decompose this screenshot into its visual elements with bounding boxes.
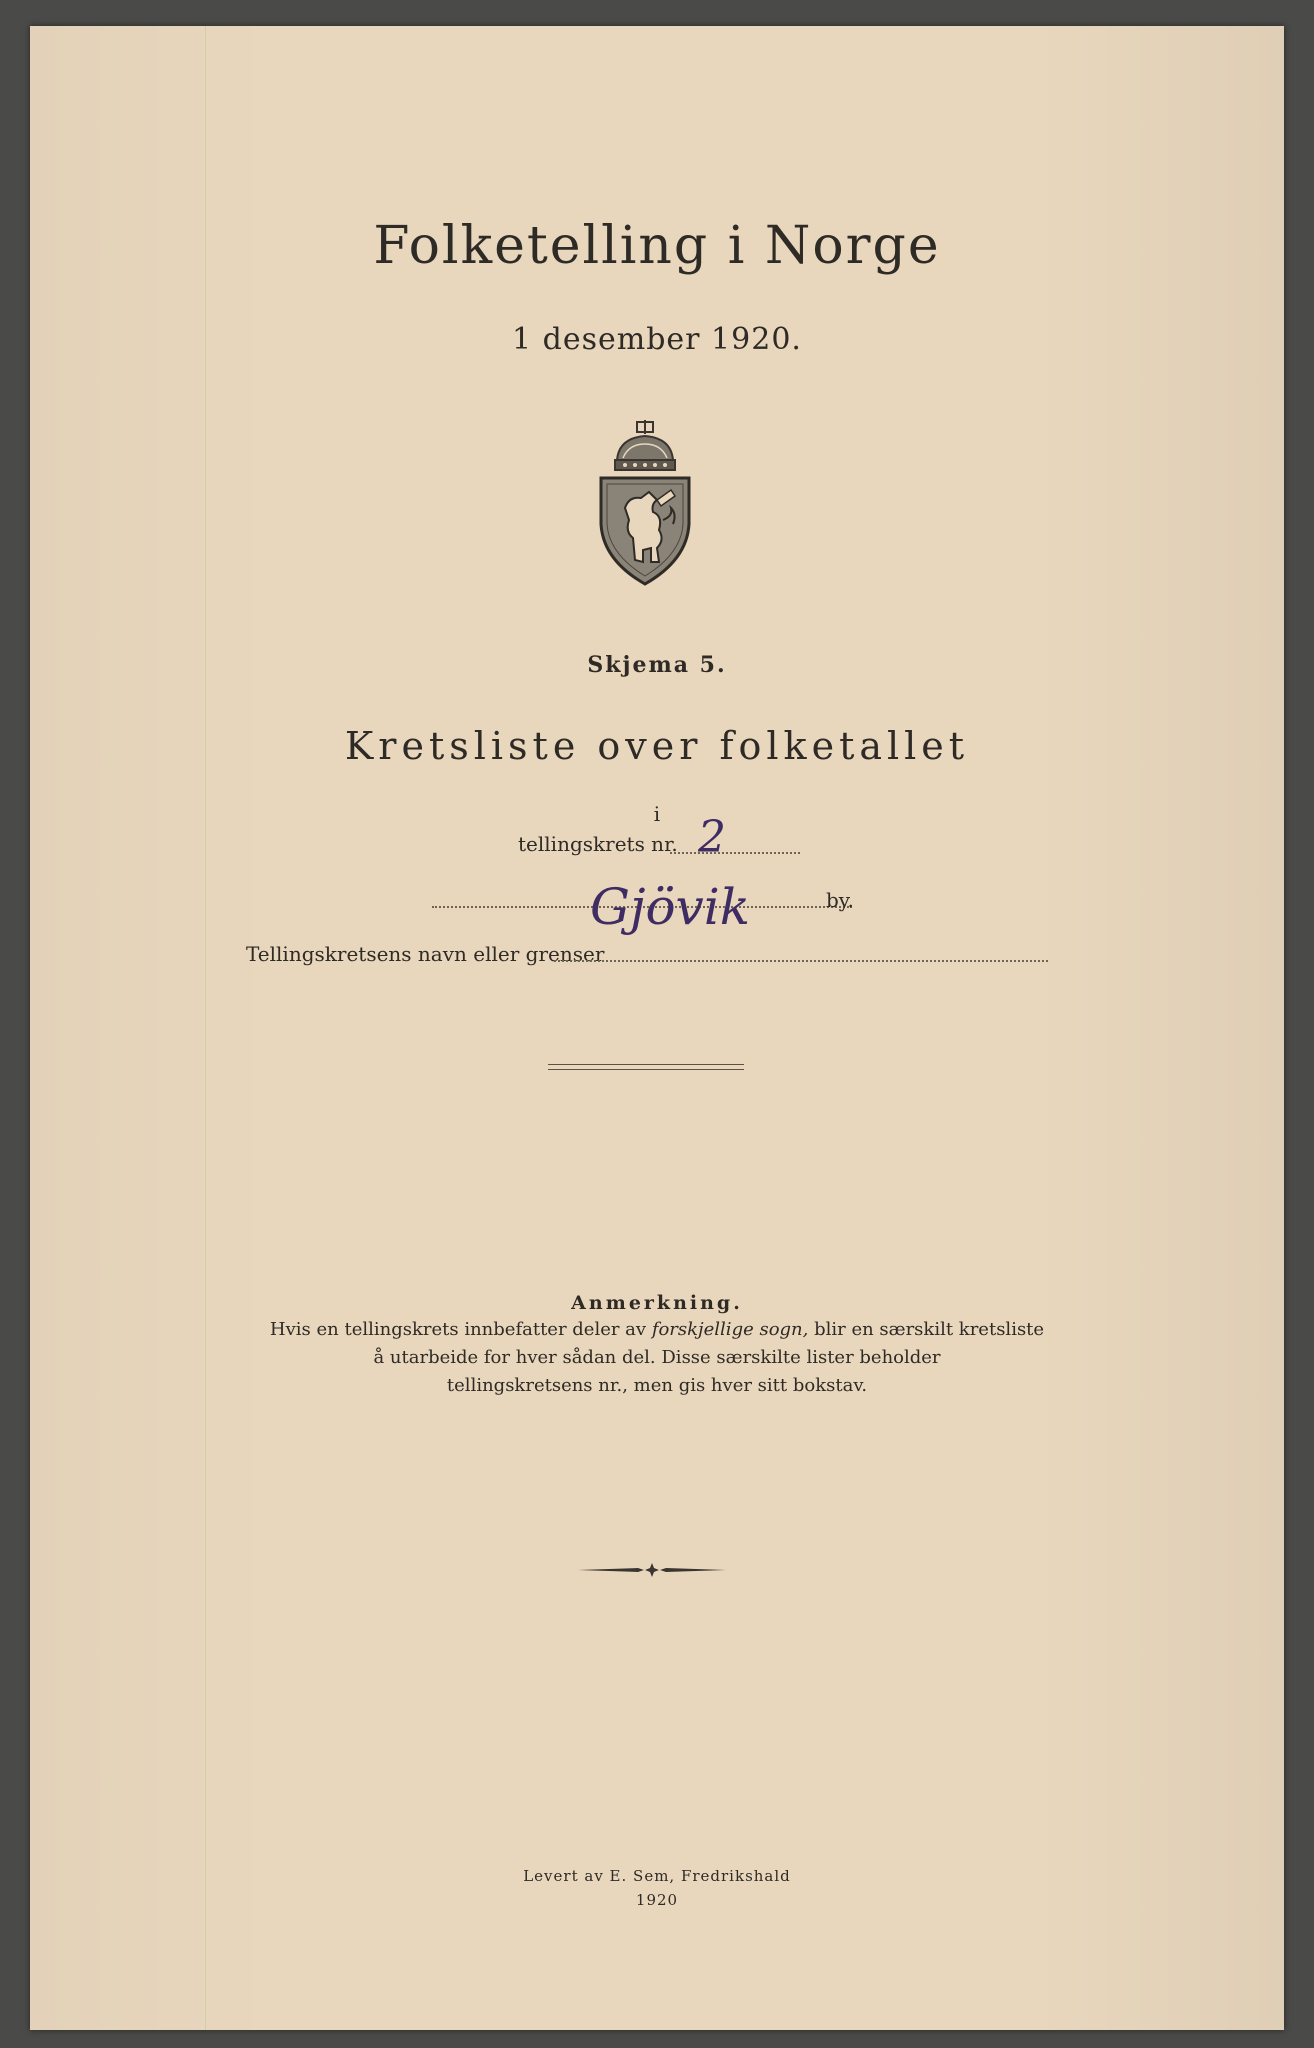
ornamental-divider-icon — [578, 1562, 726, 1578]
note-body — [30, 1316, 1284, 1400]
census-date: 1 desember 1920. — [512, 322, 802, 357]
note-line-1-start: Hvis en tellingskrets innbefatter deler av — [269, 1319, 652, 1340]
document-title: Folketelling i Norge — [373, 216, 941, 276]
note-line-2: å utarbeide for hver sådan del. Disse særskilte lister beholder — [373, 1347, 941, 1368]
note-line-1-end: blir en særskilt kretsliste — [808, 1319, 1045, 1340]
district-names-label: Tellingskretsens navn eller grenser — [246, 942, 605, 966]
note-heading: Anmerkning. — [571, 1292, 743, 1314]
note-line-3: tellingskretsens nr., men gis hver sitt bokstav. — [446, 1375, 868, 1396]
district-names-line[interactable] — [554, 960, 1048, 962]
norwegian-coat-of-arms-icon — [599, 420, 691, 586]
preposition: i — [653, 802, 661, 826]
city-value[interactable]: Gjövik — [590, 878, 751, 936]
district-number-label: tellingskrets nr. — [518, 832, 678, 856]
schema-number: Skjema 5. — [587, 652, 727, 678]
double-rule-divider — [548, 1064, 744, 1070]
printer-imprint — [30, 1864, 1284, 1912]
printer-year: 1920 — [635, 1891, 679, 1909]
census-form-page — [30, 26, 1284, 2030]
note-emphasis: forskjellige sogn, — [651, 1319, 809, 1340]
form-title: Kretsliste over folketallet — [344, 724, 970, 768]
city-suffix: by. — [826, 888, 854, 912]
district-number-value[interactable]: 2 — [698, 812, 726, 863]
printer-name: Levert av E. Sem, Fredrikshald — [523, 1867, 791, 1885]
note-line-1 — [30, 1316, 1284, 1344]
district-number-line — [670, 852, 800, 854]
